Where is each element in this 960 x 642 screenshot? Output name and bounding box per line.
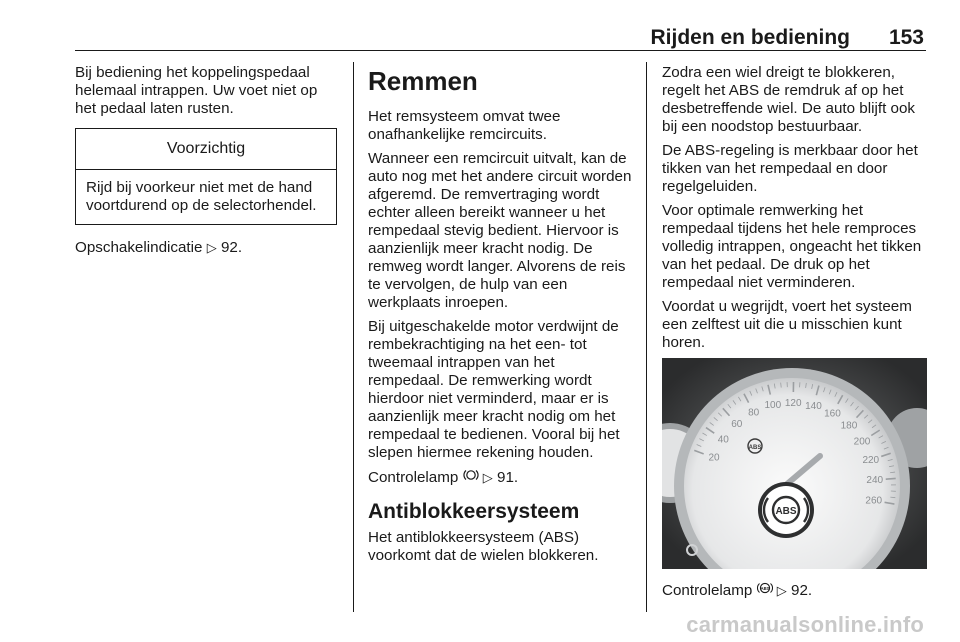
abs-lamp-ref[interactable]: 92.	[791, 582, 813, 599]
dial-speed-mark: 220	[862, 454, 880, 466]
section-heading-brakes: Remmen	[368, 66, 478, 96]
dial-tick	[886, 478, 896, 479]
dial-speed-mark: 80	[748, 407, 760, 419]
brake-lamp-text: Controlelamp	[368, 469, 463, 486]
svg-text:ABS: ABS	[760, 586, 769, 591]
shift-indicator-text: Opschakelindicatie	[75, 239, 207, 256]
page-ref-arrow-icon[interactable]: ▷	[482, 470, 493, 485]
column-divider-2	[646, 62, 647, 612]
caution-text: Rijd bij voorkeur niet met de hand voortdurend op de selectorhendel.	[86, 179, 317, 214]
watermark: carmanualsonline.info	[686, 612, 924, 637]
paragraph-brake-system: Het remsysteem omvat twee onafhankelijke remcircuits.	[368, 108, 561, 143]
shift-indicator-ref[interactable]: 92.	[220, 239, 243, 256]
column-1	[75, 64, 337, 263]
paragraph-abs-intro: Het antiblokkeersysteem (ABS) voorkomt dat de wielen blokkeren.	[368, 529, 599, 564]
dial-tick	[781, 383, 782, 388]
dial-speed-mark: 40	[717, 434, 729, 446]
caution-title: Voorzichtig	[76, 129, 336, 170]
dial-speed-mark: 160	[824, 408, 841, 420]
paragraph-abs-noise: De ABS-regeling is merkbaar door het tikken van het rempedaal en door regelgeluiden.	[662, 142, 918, 195]
paragraph-brake-lamp	[368, 468, 634, 487]
abs-warning-icon	[757, 581, 773, 595]
speedometer-abs-photo	[662, 358, 927, 569]
paragraph-abs-pedal: Voor optimale remwerking het rempedaal tijdens het hele remproces volledig intrappen, ongeacht het tikken van het pedaal. De druk op het rempedaal niet verminderen.	[662, 202, 922, 291]
column-divider-1	[353, 62, 354, 612]
dial-speed-mark: 20	[708, 452, 720, 464]
paragraph-abs-lamp	[662, 581, 927, 600]
paragraph-abs-selftest: Voordat u wegrijdt, voert het systeem een zelftest uit die u misschien kunt horen.	[662, 298, 912, 351]
column-2	[368, 64, 634, 571]
abs-badge-label: ABS	[775, 506, 797, 517]
header-rule	[75, 50, 926, 51]
section-heading-abs: Antiblokkeersysteem	[368, 500, 580, 523]
abs-badge	[758, 482, 814, 538]
dial-speed-mark: 140	[805, 400, 822, 412]
page-ref-arrow-icon[interactable]: ▷	[206, 240, 217, 255]
abs-lamp-text: Controlelamp	[662, 582, 757, 599]
column-3	[662, 64, 927, 606]
caution-box	[75, 128, 337, 225]
dial-tick	[890, 497, 895, 498]
page-ref-arrow-icon[interactable]: ▷	[776, 583, 787, 598]
dial-speed-mark: 200	[853, 436, 871, 448]
dial-speed-mark: 100	[764, 400, 782, 412]
abs-small-label: ABS	[748, 445, 762, 451]
running-header-title: Rijden en bediening	[650, 26, 850, 49]
dial-speed-mark: 60	[731, 418, 743, 430]
brake-lamp-ref[interactable]: 91.	[497, 469, 519, 486]
paragraph-abs-regulation: Zodra een wiel dreigt te blokkeren, regelt het ABS de remdruk af op het desbetreffende wiel. De auto blijft ook bij een noodstop bestuurbaar.	[662, 64, 916, 135]
dial-speed-mark: 120	[784, 398, 802, 410]
paragraph-shift-indicator	[75, 239, 337, 257]
dial-speed-mark: 180	[840, 420, 858, 432]
page-number: 153	[888, 26, 924, 49]
paragraph-circuit-failure: Wanneer een remcircuit uitvalt, kan de auto nog met het andere circuit worden afgeremd. De remvertraging wordt echter alleen bereikt wanneer u het rempedaal stevig bedient. Hiervoor is aanzienlijk meer kracht nodig. De remweg wordt langer. Alvorens de reis te vervolgen, de hulp van een werkplaats inroepen.	[368, 150, 632, 311]
brake-warning-icon	[463, 468, 479, 482]
dial-speed-mark: 240	[866, 474, 884, 486]
dial-speed-mark: 260	[865, 495, 883, 507]
paragraph-engine-off: Bij uitgeschakelde motor verdwijnt de rembekrachtiging na het een- tot tweemaal intrappen van het rempedaal. De remwerking wordt hierdoor niet verminderd, maar er is aanzienlijk meer kracht nodig om het rempedaal te bedienen. Vooral bij het slepen hiermee rekening houden.	[368, 318, 620, 461]
paragraph-clutch: Bij bediening het koppelingspedaal helemaal intrappen. Uw voet niet op het pedaal laten rusten.	[75, 64, 318, 117]
